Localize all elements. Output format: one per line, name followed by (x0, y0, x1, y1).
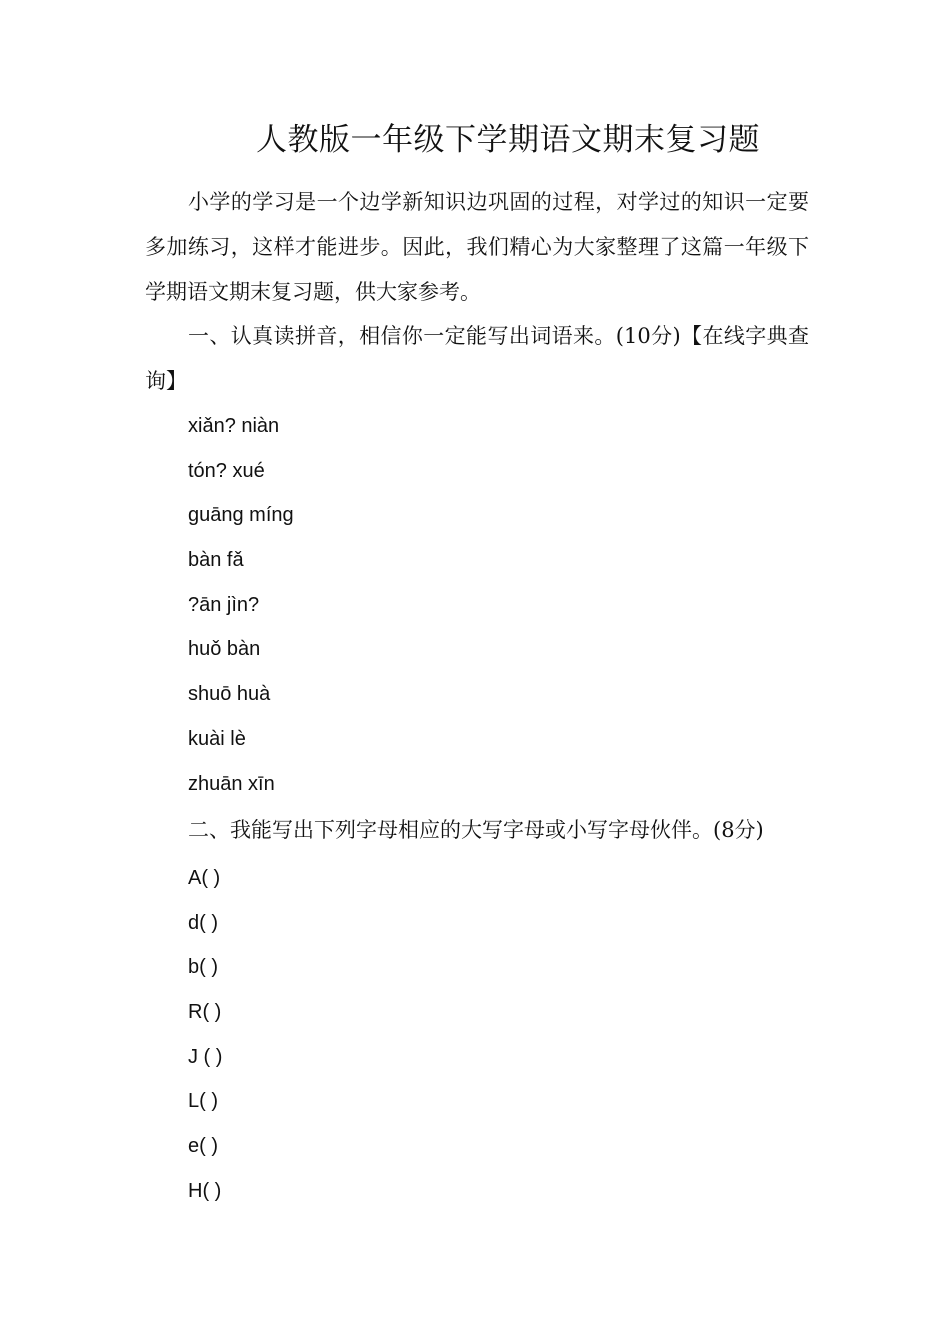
pinyin-item: shuō huà (188, 683, 271, 706)
letter-item: L( ) (188, 1090, 218, 1113)
pinyin-list (188, 404, 294, 806)
intro-paragraph: 小学的学习是一个边学新知识边巩固的过程，对学过的知识一定要多加练习，这样才能进步。因此，我们精心为大家整理了这篇一年级下学期语文期末复习题，供大家参考。 (145, 190, 809, 304)
pinyin-item: kuài lè (188, 727, 246, 750)
question-2-heading: 二、我能写出下列字母相应的大写字母或小写字母伙伴。(8分) (188, 818, 764, 842)
document-title: 人教版一年级下学期语文期末复习题 (256, 122, 760, 158)
letter-item: d( ) (188, 911, 218, 934)
pinyin-item: ?ān jìn? (188, 593, 260, 616)
pinyin-item: guāng míng (188, 504, 294, 527)
letter-item: R( ) (188, 1001, 222, 1024)
pinyin-item: xiǎn? niàn (188, 415, 280, 437)
question-1-heading: 一、认真读拼音，相信你一定能写出词语来。(10分)【在线字典查询】 (145, 324, 809, 393)
letter-list (188, 856, 222, 1214)
pinyin-item: zhuān xīn (188, 772, 275, 795)
pinyin-item: bàn fǎ (188, 549, 244, 572)
letter-item: b( ) (188, 956, 218, 979)
pinyin-item: tón? xué (188, 459, 265, 482)
letter-item: A( ) (188, 867, 221, 889)
pinyin-item: huǒ bàn (188, 638, 261, 661)
letter-item: J ( ) (188, 1045, 223, 1068)
letter-item: e( ) (188, 1135, 218, 1158)
letter-item: H( ) (188, 1179, 222, 1202)
